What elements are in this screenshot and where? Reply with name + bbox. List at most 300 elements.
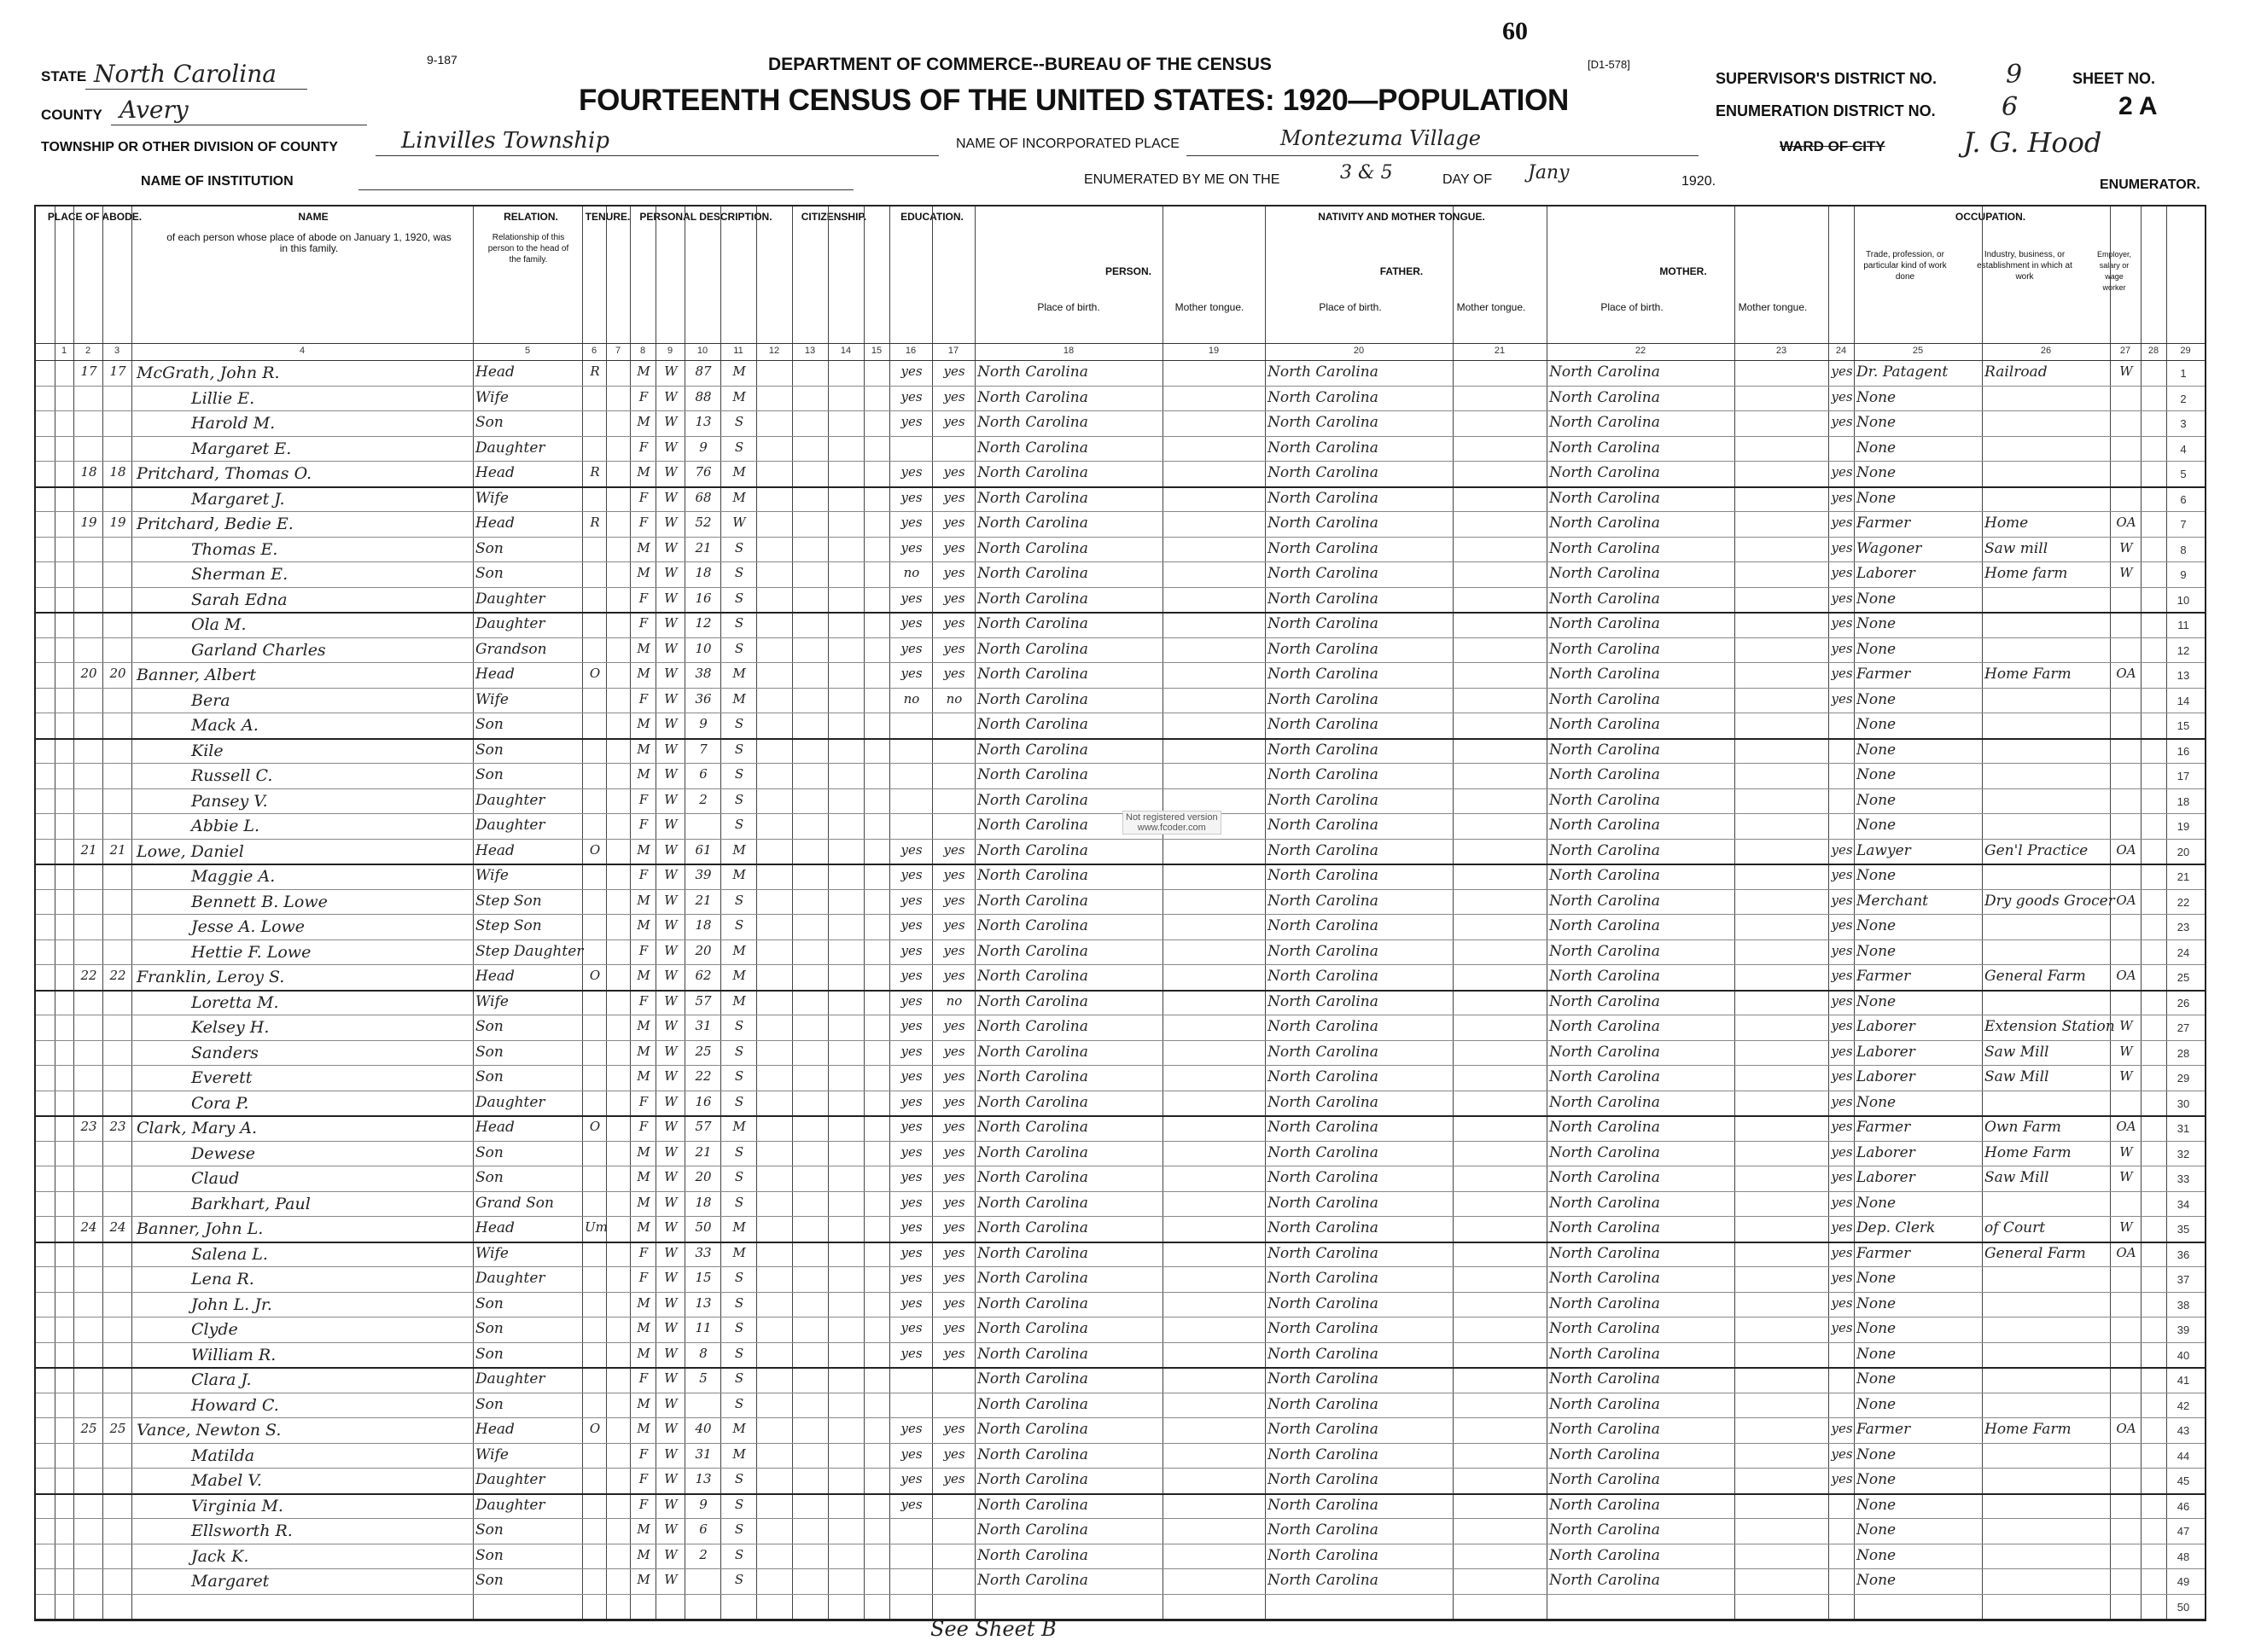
cell-birth: North Carolina bbox=[977, 640, 1088, 658]
cell-relation: Son bbox=[475, 766, 504, 783]
line-number: 7 bbox=[2180, 518, 2187, 531]
line-number: 28 bbox=[2177, 1046, 2190, 1060]
cell-occupation: Farmer bbox=[1856, 666, 1911, 683]
cell-sex: M bbox=[637, 414, 650, 429]
cell-occupation: None bbox=[1856, 791, 1897, 809]
cell-sex: M bbox=[637, 1421, 650, 1436]
cell-name: Sanders bbox=[191, 1043, 259, 1062]
sheet-value: 2 A bbox=[2118, 92, 2158, 120]
cell-sex: F bbox=[638, 1244, 649, 1260]
column-number: 27 bbox=[2119, 346, 2131, 356]
cell-birth: North Carolina bbox=[977, 666, 1088, 683]
watermark-line2: www.fcoder.com bbox=[1137, 823, 1206, 833]
cell-read: yes bbox=[900, 1345, 923, 1361]
header-tongue-father: Mother tongue. bbox=[1456, 301, 1526, 313]
column-divider bbox=[606, 206, 607, 1620]
cell-race: W bbox=[664, 1320, 678, 1335]
row-rule bbox=[36, 662, 2205, 663]
cell-occupation: Dep. Clerk bbox=[1856, 1219, 1936, 1236]
cell-write: no bbox=[946, 992, 963, 1009]
cell-birth: North Carolina bbox=[977, 1370, 1088, 1387]
cell-sex: M bbox=[637, 716, 650, 731]
cell-occupation: None bbox=[1856, 1270, 1897, 1287]
month-value: Jany bbox=[1528, 162, 1570, 183]
cell-occupation: None bbox=[1856, 766, 1897, 783]
cell-mother: North Carolina bbox=[1549, 741, 1660, 759]
row-rule bbox=[36, 1141, 2205, 1142]
cell-mother: North Carolina bbox=[1549, 1421, 1660, 1438]
cell-race: W bbox=[664, 565, 678, 580]
cell-birth: North Carolina bbox=[977, 1194, 1088, 1212]
column-divider bbox=[1265, 206, 1266, 1620]
cell-birth: North Carolina bbox=[977, 1294, 1088, 1312]
cell-marital: M bbox=[732, 690, 746, 707]
cell-name: Claud bbox=[191, 1169, 240, 1188]
cell-marital: S bbox=[734, 1320, 744, 1335]
cell-sex: M bbox=[637, 1395, 650, 1411]
cell-birth: North Carolina bbox=[977, 439, 1088, 457]
cell-mother: North Carolina bbox=[1549, 1018, 1660, 1035]
cell-occupation: Laborer bbox=[1856, 1018, 1915, 1035]
cell-sex: F bbox=[638, 615, 649, 631]
line-number: 20 bbox=[2177, 845, 2190, 858]
cell-read: no bbox=[903, 690, 920, 707]
form-code: [D1-578] bbox=[1588, 58, 1630, 71]
cell-age: 9 bbox=[699, 439, 708, 455]
cell-english: yes bbox=[1831, 388, 1853, 404]
cell-father: North Carolina bbox=[1267, 565, 1378, 582]
cell-write: yes bbox=[943, 1345, 965, 1361]
cell-relation: Son bbox=[475, 539, 504, 557]
cell-age: 76 bbox=[695, 464, 712, 480]
row-rule bbox=[36, 511, 2205, 512]
cell-relation: Head bbox=[475, 364, 515, 381]
cell-sex: F bbox=[638, 1370, 649, 1386]
cell-industry: Home farm bbox=[1984, 565, 2068, 582]
cell-read: yes bbox=[900, 942, 923, 958]
cell-employer: W bbox=[2119, 364, 2133, 379]
cell-father: North Carolina bbox=[1267, 942, 1378, 960]
cell-read: yes bbox=[900, 867, 923, 882]
cell-occupation: None bbox=[1856, 992, 1897, 1010]
cell-birth: North Carolina bbox=[977, 1043, 1088, 1061]
cell-birth: North Carolina bbox=[977, 1572, 1088, 1589]
cell-name: Pansey V. bbox=[191, 791, 268, 811]
cell-relation: Head bbox=[475, 841, 515, 859]
cell-employer: OA bbox=[2116, 841, 2136, 858]
cell-father: North Carolina bbox=[1267, 1068, 1378, 1085]
cell-sex: F bbox=[638, 817, 649, 832]
cell-sex: F bbox=[638, 1093, 649, 1109]
line-number: 31 bbox=[2177, 1122, 2190, 1135]
row-rule bbox=[36, 537, 2205, 538]
cell-dwelling: 23 bbox=[80, 1119, 97, 1134]
cell-mother: North Carolina bbox=[1549, 1043, 1660, 1061]
cell-mother: North Carolina bbox=[1549, 1395, 1660, 1413]
header-place-of-birth-mother: Place of birth. bbox=[1600, 301, 1664, 313]
cell-race: W bbox=[664, 791, 678, 807]
cell-english: yes bbox=[1831, 1270, 1853, 1285]
column-number: 28 bbox=[2147, 346, 2159, 356]
line-number: 22 bbox=[2177, 895, 2190, 909]
column-number: 13 bbox=[804, 346, 816, 356]
cell-mother: North Carolina bbox=[1549, 515, 1660, 532]
cell-birth: North Carolina bbox=[977, 515, 1088, 532]
cell-name: Matilda bbox=[191, 1446, 255, 1465]
cell-occupation: None bbox=[1856, 817, 1897, 834]
cell-father: North Carolina bbox=[1267, 640, 1378, 658]
cell-race: W bbox=[664, 1572, 678, 1587]
cell-industry: Extension Station bbox=[1984, 1018, 2115, 1035]
cell-marital: S bbox=[734, 414, 744, 429]
cell-age: 18 bbox=[695, 917, 712, 933]
row-rule bbox=[36, 637, 2205, 638]
enumerator-value: J. G. Hood bbox=[1963, 126, 2102, 159]
cell-age: 7 bbox=[699, 741, 708, 757]
cell-tenure: O bbox=[589, 1421, 601, 1436]
cell-relation: Head bbox=[475, 968, 515, 985]
cell-age: 87 bbox=[695, 364, 712, 379]
cell-employer: W bbox=[2119, 565, 2133, 580]
cell-occupation: None bbox=[1856, 1546, 1897, 1564]
cell-race: W bbox=[664, 1169, 678, 1184]
cell-read: yes bbox=[900, 414, 923, 429]
cell-relation: Head bbox=[475, 1421, 515, 1438]
row-rule bbox=[36, 788, 2205, 789]
cell-employer: W bbox=[2119, 539, 2133, 556]
cell-birth: North Carolina bbox=[977, 615, 1088, 632]
sheet-label: SHEET NO. bbox=[2072, 70, 2156, 87]
cell-write: yes bbox=[943, 1018, 965, 1033]
cell-english: yes bbox=[1831, 942, 1853, 958]
cell-occupation: None bbox=[1856, 640, 1897, 658]
cell-birth: North Carolina bbox=[977, 565, 1088, 582]
cell-birth: North Carolina bbox=[977, 1169, 1088, 1186]
cell-name: Bera bbox=[191, 690, 230, 710]
cell-employer: W bbox=[2119, 1219, 2133, 1235]
cell-marital: S bbox=[734, 1169, 744, 1184]
cell-write: yes bbox=[943, 640, 965, 656]
cell-family: 20 bbox=[109, 666, 126, 681]
cell-mother: North Carolina bbox=[1549, 1546, 1660, 1564]
cell-father: North Carolina bbox=[1267, 489, 1378, 507]
cell-father: North Carolina bbox=[1267, 1270, 1378, 1287]
cell-occupation: None bbox=[1856, 716, 1897, 733]
cell-marital: S bbox=[734, 565, 744, 580]
header-trade: Trade, profession, or particular kind of work done bbox=[1863, 250, 1947, 282]
cell-read: yes bbox=[900, 364, 923, 379]
cell-industry: Gen'l Practice bbox=[1984, 841, 2089, 859]
cell-age: 62 bbox=[695, 968, 712, 983]
cell-mother: North Carolina bbox=[1549, 1119, 1660, 1136]
cell-sex: F bbox=[638, 1270, 649, 1285]
cell-relation: Son bbox=[475, 1395, 504, 1413]
row-rule bbox=[36, 410, 2205, 411]
line-number: 9 bbox=[2180, 568, 2187, 581]
column-divider bbox=[932, 206, 933, 1620]
cell-english: yes bbox=[1831, 539, 1853, 556]
cell-age: 57 bbox=[695, 992, 712, 1009]
cell-english: yes bbox=[1831, 1143, 1853, 1160]
cell-mother: North Carolina bbox=[1549, 917, 1660, 934]
line-number: 13 bbox=[2177, 669, 2190, 682]
cell-relation: Daughter bbox=[475, 1270, 545, 1287]
cell-relation: Daughter bbox=[475, 1093, 545, 1111]
cell-sex: M bbox=[637, 539, 650, 556]
cell-marital: M bbox=[732, 1219, 746, 1235]
line-number: 8 bbox=[2180, 543, 2187, 556]
cell-father: North Carolina bbox=[1267, 439, 1378, 457]
cell-race: W bbox=[664, 1219, 678, 1235]
row-rule bbox=[36, 1417, 2205, 1418]
cell-english: yes bbox=[1831, 867, 1853, 882]
cell-occupation: Farmer bbox=[1856, 1119, 1911, 1136]
form-number: 9-187 bbox=[427, 53, 457, 67]
line-number: 49 bbox=[2177, 1575, 2190, 1588]
column-number: 4 bbox=[299, 346, 306, 356]
cell-industry: Saw Mill bbox=[1984, 1068, 2049, 1085]
cell-name: Clark, Mary A. bbox=[137, 1119, 258, 1137]
row-rule bbox=[36, 1266, 2205, 1267]
cell-write: yes bbox=[943, 1068, 965, 1084]
cell-father: North Carolina bbox=[1267, 1345, 1378, 1363]
cell-write: no bbox=[946, 690, 963, 707]
cell-dwelling: 21 bbox=[80, 841, 97, 858]
cell-industry: Home Farm bbox=[1984, 1143, 2072, 1161]
cell-occupation: None bbox=[1856, 1320, 1897, 1337]
year-value: 1920. bbox=[1681, 174, 1716, 189]
column-number: 16 bbox=[905, 346, 917, 356]
cell-industry: Railroad bbox=[1984, 364, 2048, 381]
watermark-line1: Not registered version bbox=[1126, 812, 1218, 823]
row-rule bbox=[36, 1242, 2205, 1243]
cell-name: Virginia M. bbox=[191, 1496, 283, 1515]
cell-birth: North Carolina bbox=[977, 1093, 1088, 1111]
cell-write: yes bbox=[943, 1119, 965, 1134]
cell-write: yes bbox=[943, 1169, 965, 1184]
cell-relation: Daughter bbox=[475, 1370, 545, 1387]
column-divider bbox=[1982, 206, 1983, 1620]
cell-relation: Son bbox=[475, 1068, 504, 1085]
page-number: 60 bbox=[1502, 17, 1528, 45]
cell-father: North Carolina bbox=[1267, 1219, 1378, 1236]
cell-name: Margaret bbox=[191, 1572, 270, 1591]
column-number: 29 bbox=[2180, 346, 2191, 356]
cell-name: Abbie L. bbox=[191, 817, 260, 835]
header-tongue-mother: Mother tongue. bbox=[1738, 301, 1808, 313]
group-nativity: NATIVITY AND MOTHER TONGUE. bbox=[1318, 211, 1485, 223]
cell-write: yes bbox=[943, 364, 965, 379]
cell-english: yes bbox=[1831, 666, 1853, 681]
cell-tenure: R bbox=[590, 464, 600, 480]
line-number: 42 bbox=[2177, 1399, 2190, 1412]
cell-race: W bbox=[664, 1018, 678, 1033]
cell-english: yes bbox=[1831, 590, 1853, 606]
cell-birth: North Carolina bbox=[977, 817, 1088, 834]
cell-marital: M bbox=[732, 489, 746, 505]
cell-occupation: None bbox=[1856, 942, 1897, 960]
column-number: 15 bbox=[871, 346, 883, 356]
cell-marital: S bbox=[734, 1395, 744, 1411]
cell-birth: North Carolina bbox=[977, 841, 1088, 859]
line-number: 34 bbox=[2177, 1197, 2190, 1211]
cell-english: yes bbox=[1831, 414, 1853, 429]
cell-industry: General Farm bbox=[1984, 968, 2086, 985]
cell-marital: S bbox=[734, 766, 744, 782]
line-number: 40 bbox=[2177, 1348, 2190, 1362]
cell-marital: S bbox=[734, 1471, 744, 1486]
cell-write: yes bbox=[943, 414, 965, 429]
cell-read: yes bbox=[900, 1496, 923, 1512]
cell-birth: North Carolina bbox=[977, 1270, 1088, 1287]
cell-race: W bbox=[664, 1521, 678, 1537]
column-divider bbox=[756, 206, 757, 1620]
cell-occupation: None bbox=[1856, 1521, 1897, 1539]
row-rule bbox=[36, 1493, 2205, 1495]
cell-employer: W bbox=[2119, 1068, 2133, 1084]
cell-age: 9 bbox=[699, 716, 708, 731]
cell-name: Kelsey H. bbox=[191, 1018, 270, 1037]
cell-relation: Daughter bbox=[475, 1471, 545, 1488]
header-industry: Industry, business, or establishment in which at work bbox=[1977, 250, 2072, 282]
cell-write: yes bbox=[943, 1320, 965, 1335]
cell-write: yes bbox=[943, 1270, 965, 1285]
cell-marital: M bbox=[732, 1421, 746, 1436]
cell-birth: North Carolina bbox=[977, 992, 1088, 1010]
cell-relation: Son bbox=[475, 1169, 504, 1186]
cell-english: yes bbox=[1831, 1471, 1853, 1486]
cell-race: W bbox=[664, 1270, 678, 1285]
cell-name: Lena R. bbox=[191, 1270, 254, 1288]
cell-industry: Saw mill bbox=[1984, 539, 2048, 557]
cell-occupation: None bbox=[1856, 1496, 1897, 1514]
cell-father: North Carolina bbox=[1267, 1169, 1378, 1186]
cell-name: Banner, Albert bbox=[137, 666, 257, 684]
cell-write: yes bbox=[943, 1219, 965, 1235]
cell-age: 6 bbox=[699, 1521, 708, 1537]
cell-age: 61 bbox=[695, 841, 712, 858]
cell-name: Vance, Newton S. bbox=[137, 1421, 282, 1440]
cell-age: 36 bbox=[695, 690, 712, 707]
cell-marital: S bbox=[734, 791, 744, 807]
cell-age: 33 bbox=[695, 1244, 712, 1260]
line-number: 48 bbox=[2177, 1550, 2190, 1563]
cell-relation: Son bbox=[475, 1546, 504, 1564]
cell-birth: North Carolina bbox=[977, 1244, 1088, 1262]
cell-name: Lowe, Daniel bbox=[137, 841, 244, 861]
cell-family: 19 bbox=[109, 515, 126, 530]
cell-sex: M bbox=[637, 364, 650, 379]
cell-name: Pritchard, Thomas O. bbox=[137, 464, 312, 483]
cell-occupation: None bbox=[1856, 439, 1897, 457]
cell-marital: S bbox=[734, 1068, 744, 1084]
cell-father: North Carolina bbox=[1267, 1043, 1378, 1061]
line-number: 17 bbox=[2177, 770, 2190, 782]
cell-write: yes bbox=[943, 1471, 965, 1486]
cell-english: yes bbox=[1831, 1169, 1853, 1184]
cell-sex: M bbox=[637, 917, 650, 933]
cell-sex: M bbox=[637, 1546, 650, 1562]
township-label: TOWNSHIP OR OTHER DIVISION OF COUNTY bbox=[41, 140, 338, 154]
cell-mother: North Carolina bbox=[1549, 766, 1660, 783]
cell-age: 10 bbox=[695, 640, 712, 656]
cell-age: 12 bbox=[695, 615, 712, 631]
cell-age: 18 bbox=[695, 565, 712, 580]
cell-occupation: None bbox=[1856, 1370, 1897, 1387]
cell-english: yes bbox=[1831, 841, 1853, 858]
cell-relation: Head bbox=[475, 515, 515, 532]
cell-sex: F bbox=[638, 690, 649, 707]
cell-relation: Daughter bbox=[475, 791, 545, 809]
cell-tenure: R bbox=[590, 364, 600, 379]
cell-name: Kile bbox=[191, 741, 224, 760]
cell-birth: North Carolina bbox=[977, 892, 1088, 910]
column-divider bbox=[2141, 206, 2142, 1620]
cell-age: 38 bbox=[695, 666, 712, 681]
column-divider bbox=[582, 206, 583, 1620]
cell-read: yes bbox=[900, 892, 923, 908]
cell-industry: Saw Mill bbox=[1984, 1043, 2049, 1061]
cell-read: no bbox=[903, 565, 920, 580]
cell-mother: North Carolina bbox=[1549, 388, 1660, 406]
cell-write: yes bbox=[943, 615, 965, 631]
incorporated-value: Montezuma Village bbox=[1280, 126, 1481, 150]
column-divider bbox=[889, 206, 890, 1620]
cell-marital: S bbox=[734, 1018, 744, 1033]
cell-occupation: None bbox=[1856, 690, 1897, 708]
line-number: 26 bbox=[2177, 996, 2190, 1009]
cell-marital: M bbox=[732, 364, 746, 379]
column-number: 17 bbox=[947, 346, 959, 356]
cell-occupation: None bbox=[1856, 615, 1897, 632]
cell-race: W bbox=[664, 640, 678, 656]
cell-age: 50 bbox=[695, 1219, 712, 1235]
group-place-of-abode: PLACE OF ABODE. bbox=[47, 211, 143, 223]
cell-sex: M bbox=[637, 1219, 650, 1235]
cell-name: Cora P. bbox=[191, 1093, 249, 1113]
cell-mother: North Carolina bbox=[1549, 1345, 1660, 1363]
cell-father: North Carolina bbox=[1267, 388, 1378, 406]
cell-sex: M bbox=[637, 565, 650, 580]
row-rule bbox=[36, 1468, 2205, 1469]
cell-age: 8 bbox=[699, 1345, 708, 1361]
row-rule bbox=[36, 1216, 2205, 1217]
cell-father: North Carolina bbox=[1267, 1546, 1378, 1564]
cell-occupation: None bbox=[1856, 867, 1897, 884]
enumerated-label: ENUMERATED BY ME ON THE bbox=[1084, 172, 1280, 187]
row-rule bbox=[36, 1292, 2205, 1293]
cell-english: yes bbox=[1831, 1018, 1853, 1033]
cell-english: yes bbox=[1831, 1068, 1853, 1084]
cell-birth: North Carolina bbox=[977, 464, 1088, 481]
cell-marital: M bbox=[732, 1446, 746, 1462]
cell-marital: S bbox=[734, 1546, 744, 1562]
cell-sex: F bbox=[638, 439, 649, 455]
supervisor-label: SUPERVISOR'S DISTRICT NO. bbox=[1716, 70, 1937, 87]
cell-read: yes bbox=[900, 1194, 923, 1210]
cell-father: North Carolina bbox=[1267, 1143, 1378, 1161]
cell-father: North Carolina bbox=[1267, 666, 1378, 683]
cell-family: 21 bbox=[109, 841, 126, 858]
cell-father: North Carolina bbox=[1267, 791, 1378, 809]
line-number: 29 bbox=[2177, 1072, 2190, 1085]
cell-family: 24 bbox=[109, 1219, 126, 1235]
row-rule bbox=[36, 486, 2205, 488]
header-person: PERSON. bbox=[1104, 265, 1151, 277]
cell-marital: M bbox=[732, 1119, 746, 1134]
row-rule bbox=[36, 990, 2205, 992]
line-number: 27 bbox=[2177, 1021, 2190, 1034]
